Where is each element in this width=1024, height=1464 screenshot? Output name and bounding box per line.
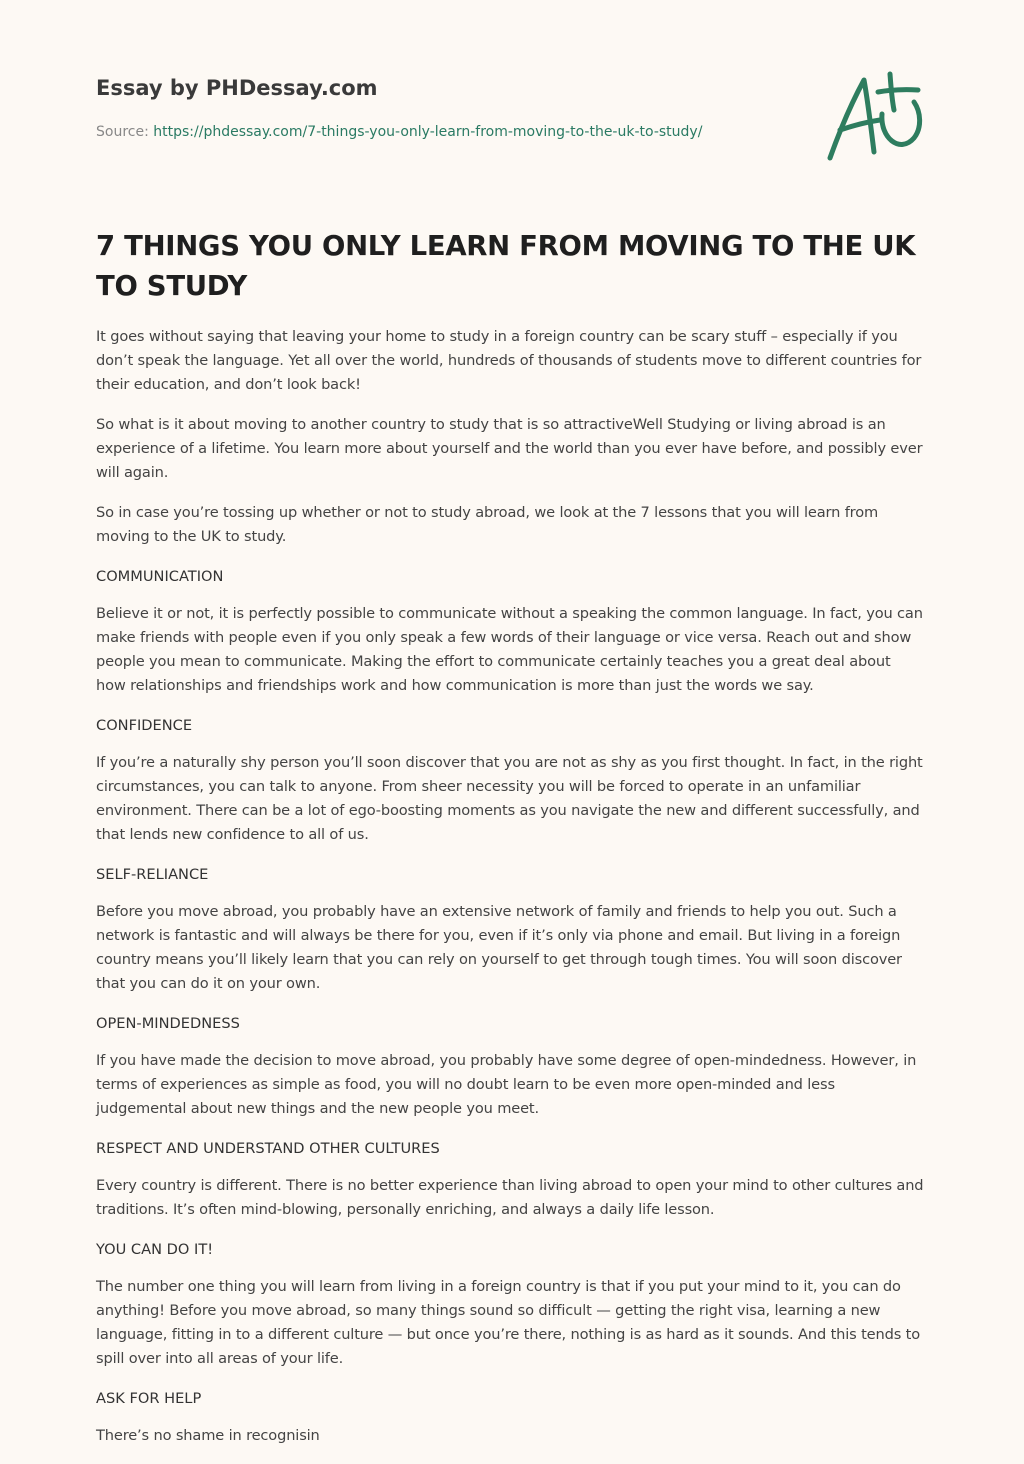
section-heading-respect-cultures: RESPECT AND UNDERSTAND OTHER CULTURES: [96, 1140, 440, 1157]
site-title: Essay by PHDessay.com: [96, 76, 378, 100]
section-text-you-can-do-it: The number one thing you will learn from living in a foreign country is that if you put your mind to it, you can do anything! Before you move abroad, so many things sound so difficult — getting the right visa, learning a new language, fitting in to a different culture — but once you’re there, nothing is as hard as it sounds. And this tends to spill over into all areas of your life.: [96, 1278, 920, 1367]
section-text-ask-for-help: There’s no shame in recognisin: [96, 1427, 320, 1444]
source-label: Source:: [96, 124, 154, 140]
section-heading-communication: COMMUNICATION: [96, 568, 224, 585]
section-text-communication: Believe it or not, it is perfectly possible to communicate without a speaking the common language. In fact, you can make friends with people even if you only speak a few words of their language or vice versa. Reach out and show people you mean to communicate. Making the effort to communicate certainly teaches you a great deal about how relationships and friendships work and how communication is more than just the words we say.: [96, 605, 923, 694]
source-line: [96, 124, 702, 140]
section-text-self-reliance: Before you move abroad, you probably have an extensive network of family and friends to help you out. Such a network is fantastic and will always be there for you, even if it’s only via phone and email. But living in a foreign country means you’ll likely learn that you can rely on yourself to get through tough times. You will soon discover that you can do it on your own.: [96, 903, 902, 992]
section-text-confidence: If you’re a naturally shy person you’ll soon discover that you are not as shy as you first thought. In fact, in the right circumstances, you can talk to anyone. From sheer necessity you will be forced to operate in an unfamiliar environment. There can be a lot of ego-boosting moments as you navigate the new and different successfully, and that lends new confidence to all of us.: [96, 754, 923, 843]
a-plus-logo-icon: [824, 68, 928, 164]
source-link[interactable]: https://phdessay.com/7-things-you-only-learn-from-moving-to-the-uk-to-study/: [153, 124, 703, 140]
intro-paragraph-2: So what is it about moving to another country to study that is so attractiveWell Studying or living abroad is an experience of a lifetime. You learn more about yourself and the world than you ever have before, and possibly ever will again.: [96, 416, 923, 481]
intro-paragraph-3: So in case you’re tossing up whether or not to study abroad, we look at the 7 lessons that you will learn from moving to the UK to study.: [96, 504, 879, 545]
section-heading-you-can-do-it: YOU CAN DO IT!: [96, 1241, 214, 1258]
section-heading-open-mindedness: OPEN-MINDEDNESS: [96, 1015, 240, 1032]
article-content: [96, 325, 924, 1464]
section-heading-self-reliance: SELF-RELIANCE: [96, 866, 209, 883]
intro-paragraph-1: It goes without saying that leaving your home to study in a foreign country can be scary stuff – especially if you don’t speak the language. Yet all over the world, hundreds of thousands of students move to different countries for their education, and don’t look back!: [96, 328, 922, 393]
section-text-open-mindedness: If you have made the decision to move abroad, you probably have some degree of open-mindedness. However, in terms of experiences as simple as food, you will no doubt learn to be even more open-minded and less judgemental about new things and the new people you meet.: [96, 1052, 917, 1117]
article-title: 7 THINGS YOU ONLY LEARN FROM MOVING TO THE UK TO STUDY: [96, 230, 916, 302]
section-heading-ask-for-help: ASK FOR HELP: [96, 1390, 202, 1407]
section-text-respect-cultures: Every country is different. There is no better experience than living abroad to open your mind to other cultures and traditions. It’s often mind-blowing, personally enriching, and always a daily life lesson.: [96, 1177, 924, 1218]
section-heading-confidence: CONFIDENCE: [96, 717, 193, 734]
